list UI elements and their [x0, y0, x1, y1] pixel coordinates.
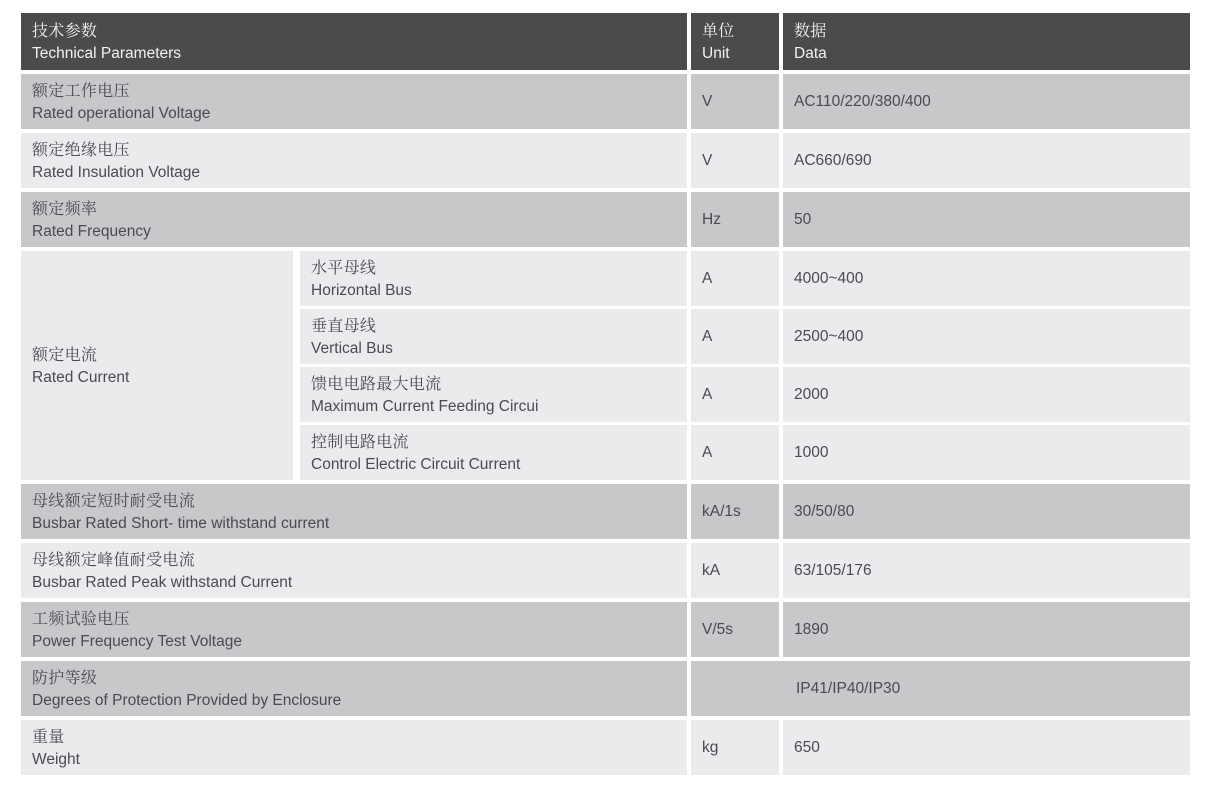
- data-value: AC660/690: [794, 151, 872, 169]
- param-zh: 额定频率: [32, 200, 98, 218]
- param-zh: 额定绝缘电压: [32, 141, 130, 159]
- data-value: 2000: [794, 385, 829, 403]
- param-zh: 工频试验电压: [32, 610, 130, 628]
- unit-cell: [691, 484, 779, 539]
- data-value: AC110/220/380/400: [794, 92, 931, 110]
- param-en: Rated Insulation Voltage: [32, 163, 201, 181]
- table-subrow-vertical-bus: [300, 309, 1190, 364]
- table-row-group-rated-current: [21, 251, 1190, 480]
- header-unit-zh: 单位: [702, 22, 735, 40]
- param-zh: 重量: [32, 728, 65, 746]
- param-zh: 母线额定峰值耐受电流: [32, 551, 196, 569]
- unit-cell: [691, 425, 779, 480]
- data-cell: [783, 192, 1190, 247]
- data-value: IP41/IP40/IP30: [796, 679, 901, 697]
- param-en: Busbar Rated Short- time withstand current: [32, 514, 330, 532]
- param-cell: [21, 192, 687, 247]
- param-cell: [21, 484, 687, 539]
- header-parameters-zh: 技术参数: [32, 22, 98, 40]
- unit-cell: [691, 309, 779, 364]
- unit-value: V/5s: [702, 620, 734, 638]
- unit-value: kA/1s: [702, 502, 741, 520]
- data-value: 63/105/176: [794, 561, 872, 579]
- table-row-rated-operational-voltage: [21, 74, 1190, 129]
- table-subrow-horizontal-bus: [300, 251, 1190, 306]
- header-cell-unit: [691, 13, 779, 70]
- data-cell: [783, 602, 1190, 657]
- table-row-peak-withstand-current: [21, 543, 1190, 598]
- param-en: Maximum Current Feeding Circui: [311, 397, 539, 415]
- unit-cell: [691, 367, 779, 422]
- data-value: 650: [794, 738, 820, 756]
- data-cell: [783, 309, 1190, 364]
- header-cell-parameters: [21, 13, 687, 70]
- data-cell-merged: [691, 661, 1190, 716]
- header-data-zh: 数据: [794, 22, 827, 40]
- unit-cell: [691, 602, 779, 657]
- unit-cell: [691, 251, 779, 306]
- table-row-short-time-withstand-current: [21, 484, 1190, 539]
- unit-value: A: [702, 443, 713, 461]
- table-row-degrees-of-protection: [21, 661, 1190, 716]
- param-en: Rated Current: [32, 368, 130, 386]
- param-en: Rated Frequency: [32, 222, 151, 240]
- data-cell: [783, 251, 1190, 306]
- unit-value: A: [702, 385, 713, 403]
- header-data-en: Data: [794, 44, 827, 62]
- param-zh: 水平母线: [311, 259, 377, 277]
- unit-value: A: [702, 269, 713, 287]
- data-value: 1890: [794, 620, 829, 638]
- rated-current-subrows: [300, 251, 1190, 480]
- param-cell: [21, 720, 687, 775]
- param-zh: 控制电路电流: [311, 433, 409, 451]
- param-cell-rated-current-span: [21, 251, 293, 480]
- param-zh: 额定电流: [32, 346, 98, 364]
- unit-value: A: [702, 327, 713, 345]
- table-row-rated-insulation-voltage: [21, 133, 1190, 188]
- param-zh: 防护等级: [32, 669, 98, 687]
- param-zh: 额定工作电压: [32, 82, 130, 100]
- data-cell: [783, 425, 1190, 480]
- table-row-power-frequency-test-voltage: [21, 602, 1190, 657]
- param-en: Rated operational Voltage: [32, 104, 211, 122]
- param-cell: [21, 661, 687, 716]
- unit-cell: [691, 133, 779, 188]
- unit-cell: [691, 74, 779, 129]
- unit-cell: [691, 192, 779, 247]
- param-en: Control Electric Circuit Current: [311, 455, 521, 473]
- data-cell: [783, 543, 1190, 598]
- data-value: 1000: [794, 443, 829, 461]
- param-en: Horizontal Bus: [311, 281, 412, 299]
- param-en: Busbar Rated Peak withstand Current: [32, 573, 293, 591]
- param-cell: [300, 425, 687, 480]
- param-cell: [300, 367, 687, 422]
- technical-parameters-table: [21, 13, 1190, 775]
- param-en: Weight: [32, 750, 80, 768]
- param-cell: [21, 543, 687, 598]
- param-en: Vertical Bus: [311, 339, 393, 357]
- unit-value: kg: [702, 738, 719, 756]
- param-zh: 馈电电路最大电流: [311, 375, 442, 393]
- data-cell: [783, 484, 1190, 539]
- table-subrow-control-circuit-current: [300, 425, 1190, 480]
- data-value: 4000~400: [794, 269, 864, 287]
- unit-value: V: [702, 151, 713, 169]
- unit-cell: [691, 720, 779, 775]
- param-en: Degrees of Protection Provided by Enclosure: [32, 691, 342, 709]
- header-unit-en: Unit: [702, 44, 730, 62]
- header-cell-data: [783, 13, 1190, 70]
- unit-value: kA: [702, 561, 721, 579]
- table-row-weight: [21, 720, 1190, 775]
- param-zh: 母线额定短时耐受电流: [32, 492, 196, 510]
- table-subrow-max-feeding-current: [300, 367, 1190, 422]
- param-cell: [300, 251, 687, 306]
- header-parameters-en: Technical Parameters: [32, 44, 182, 62]
- data-cell: [783, 133, 1190, 188]
- data-cell: [783, 720, 1190, 775]
- unit-value: Hz: [702, 210, 721, 228]
- param-cell: [21, 133, 687, 188]
- unit-value: V: [702, 92, 713, 110]
- param-en: Power Frequency Test Voltage: [32, 632, 242, 650]
- param-zh: 垂直母线: [311, 317, 377, 335]
- unit-cell: [691, 543, 779, 598]
- data-value: 30/50/80: [794, 502, 855, 520]
- data-value: 50: [794, 210, 812, 228]
- param-cell: [21, 74, 687, 129]
- param-cell: [21, 602, 687, 657]
- param-cell: [300, 309, 687, 364]
- table-row-rated-frequency: [21, 192, 1190, 247]
- table-header-row: [21, 13, 1190, 70]
- data-cell: [783, 74, 1190, 129]
- data-cell: [783, 367, 1190, 422]
- data-value: 2500~400: [794, 327, 864, 345]
